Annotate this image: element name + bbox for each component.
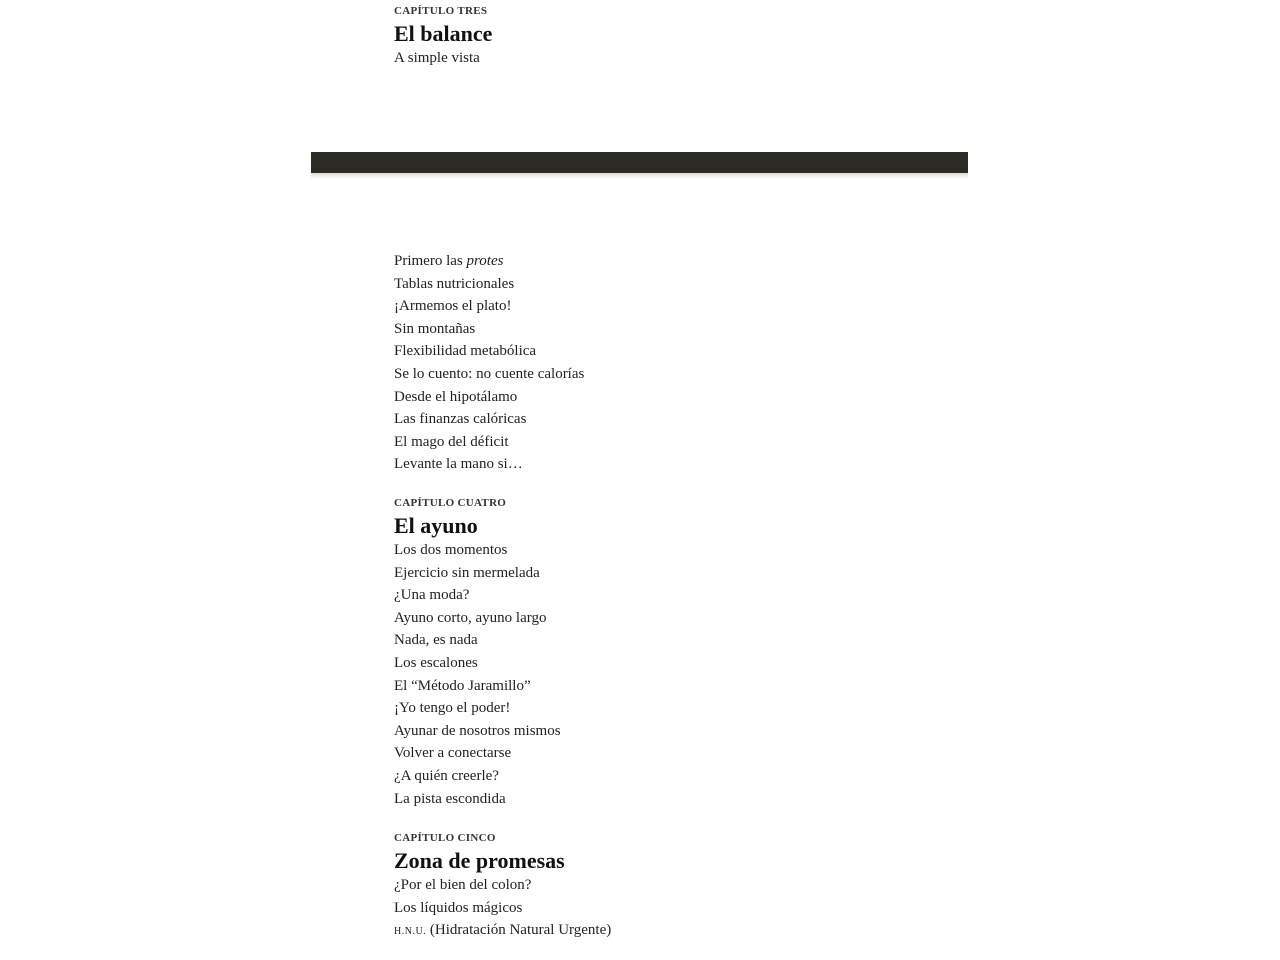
page-divider-shadow (311, 173, 968, 179)
toc-item: Volver a conectarse (394, 745, 512, 762)
toc-item: Ayunar de nosotros mismos (394, 722, 561, 739)
toc-item: Los dos momentos (394, 542, 508, 558)
toc-item (394, 919, 954, 944)
chapter-label: CAPÍTULO TRES (394, 5, 488, 17)
toc-item (394, 250, 954, 273)
toc-item: ¡Armemos el plato! (394, 298, 512, 315)
toc-item: La pista escondida (394, 790, 506, 807)
toc-item: ¿Por el bien del colon? (394, 877, 532, 893)
chapter-label: CAPÍTULO CUATRO (394, 497, 507, 509)
toc-item: Se lo cuento: no cuente calorías (394, 365, 585, 382)
toc-item: Los líquidos mágicos (394, 899, 523, 916)
toc-item: ¿Una moda? (394, 587, 470, 604)
toc-item-italic: protes (466, 253, 504, 269)
toc-item: Los escalones (394, 654, 478, 671)
page-divider-bar (311, 152, 968, 173)
toc-item: ¡Yo tengo el poder! (394, 700, 511, 717)
toc-item: El “Método Jaramillo” (394, 677, 531, 694)
toc-item: Nada, es nada (394, 632, 478, 649)
chapter-label: CAPÍTULO CINCO (394, 832, 496, 844)
toc-item: Sin montañas (394, 320, 476, 337)
toc-item-text: Primero las (394, 253, 467, 269)
toc-item: Levante la mano si… (394, 456, 523, 473)
chapter-title: El ayuno (394, 513, 478, 538)
toc-item: A simple vista (394, 50, 480, 66)
chapter-five-section (394, 832, 954, 944)
toc-item: Flexibilidad metabólica (394, 343, 537, 360)
toc-item: Ayuno corto, ayuno largo (394, 609, 547, 626)
toc-item: Las finanzas calóricas (394, 411, 527, 428)
chapter-three-items (394, 250, 954, 476)
chapter-title: Zona de promesas (394, 848, 565, 873)
chapter-three-section (394, 5, 954, 69)
toc-item: ¿A quién creerle? (394, 767, 499, 784)
chapter-title: El balance (394, 21, 493, 46)
chapter-four-section (394, 497, 954, 810)
toc-item: El mago del déficit (394, 433, 509, 450)
toc-item-abbreviation: H.N.U. (394, 926, 427, 938)
toc-item: Ejercicio sin mermelada (394, 564, 540, 581)
toc-item: Tablas nutricionales (394, 275, 515, 292)
toc-item-text: (Hidratación Natural Urgente) (426, 922, 612, 939)
toc-item: Desde el hipotálamo (394, 388, 518, 405)
